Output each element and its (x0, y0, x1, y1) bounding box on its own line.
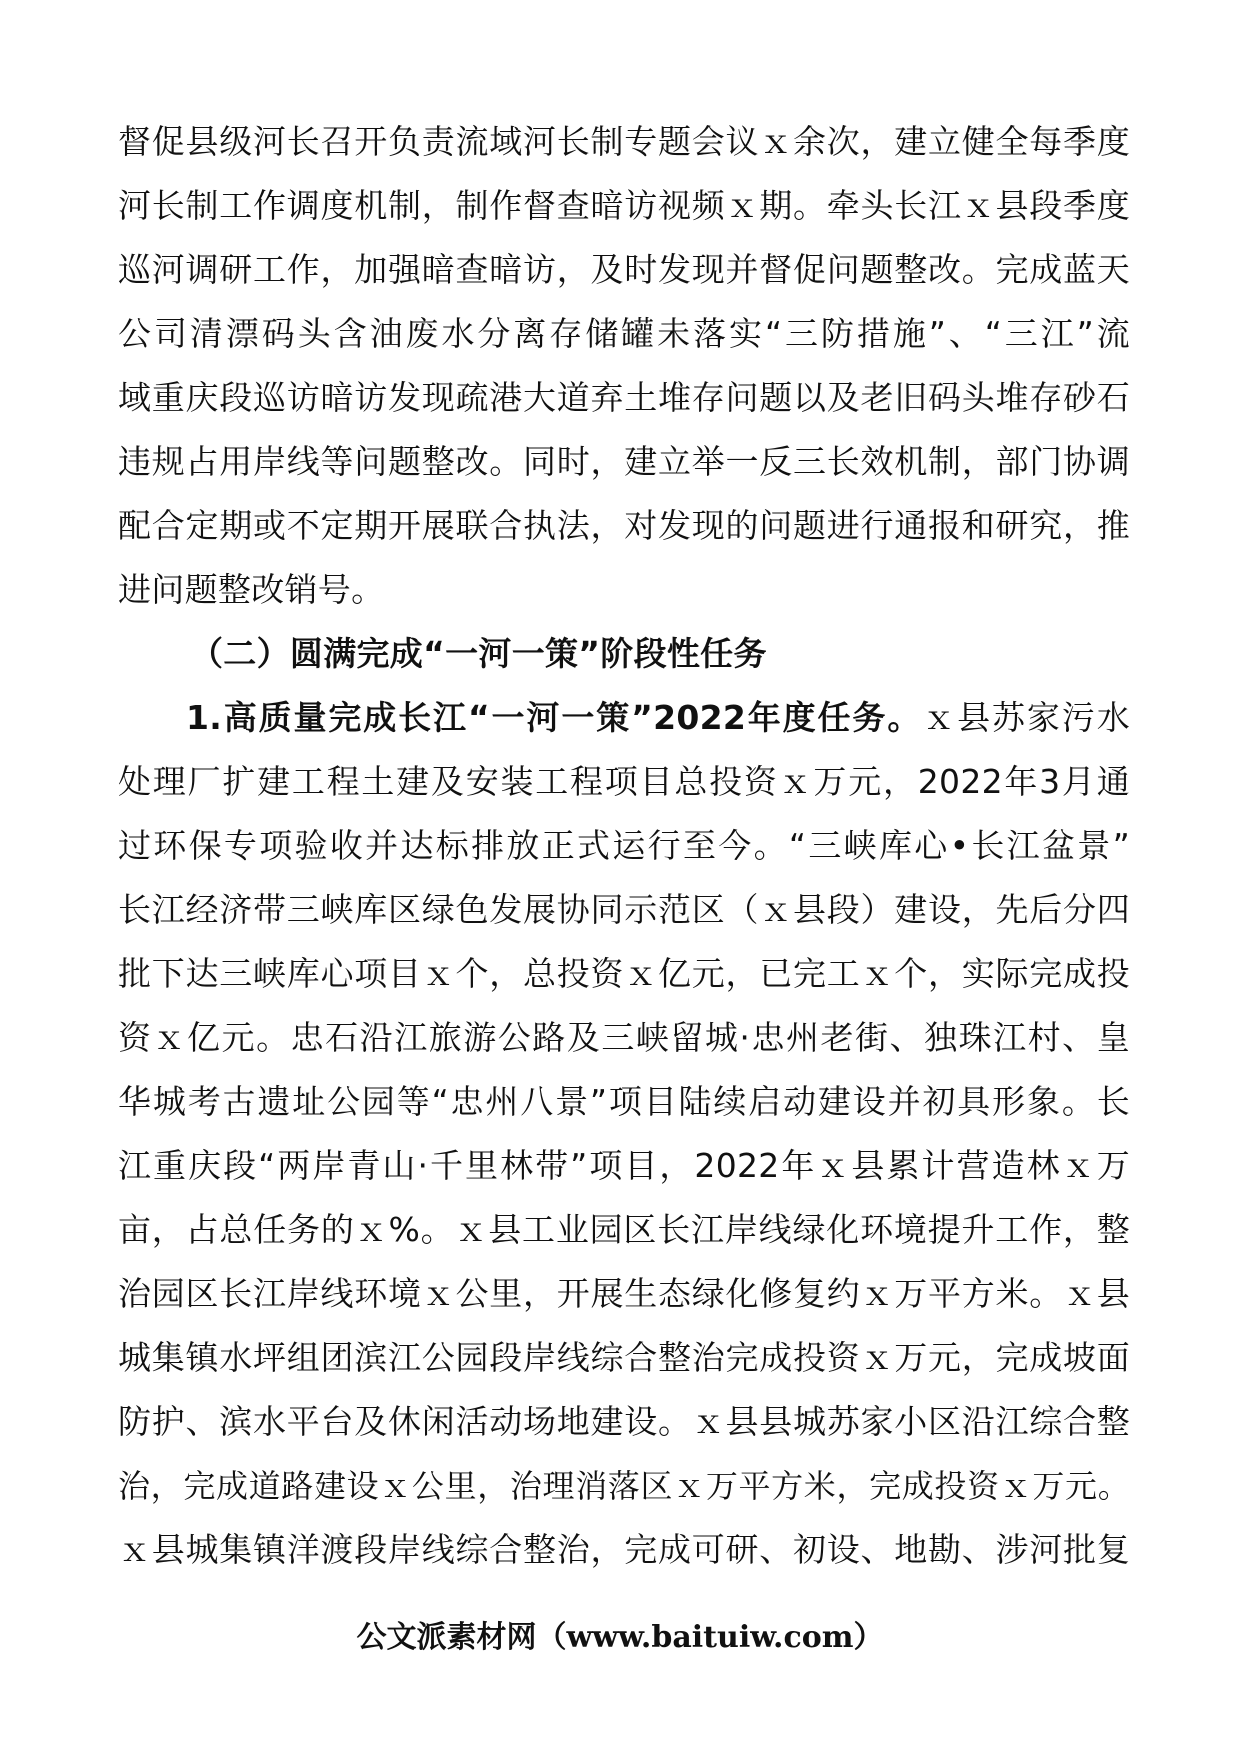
paragraph-line: 治园区长江岸线环境ｘ公里，开展生态绿化修复约ｘ万平方米。ｘ县 (118, 1274, 1130, 1313)
paragraph-line: 华城考古遗址公园等“忠州八景”项目陆续启动建设并初具形象。长 (118, 1082, 1130, 1121)
paragraph-line: 资ｘ亿元。忠石沿江旅游公路及三峡留城·忠州老街、独珠江村、皇 (118, 1018, 1130, 1057)
footer-source: 公文派素材网（www.baituiw.com） (356, 1620, 884, 1655)
paragraph-line: 督促县级河长召开负责流域河长制专题会议ｘ余次，建立健全每季度 (118, 122, 1130, 161)
item-title: 1.高质量完成长江“一河一策”2022年度任务。 (186, 698, 923, 737)
paragraph-line: 域重庆段巡访暗访发现疏港大道弃土堆存问题以及老旧码头堆存砂石 (118, 378, 1130, 417)
paragraph-line: ｘ县城集镇洋渡段岸线综合整治，完成可研、初设、地勘、涉河批复 (118, 1530, 1130, 1569)
paragraph-line: 河长制工作调度机制，制作督查暗访视频ｘ期。牵头长江ｘ县段季度 (118, 186, 1130, 225)
paragraph-line: 江重庆段“两岸青山·千里林带”项目，2022年ｘ县累计营造林ｘ万 (118, 1146, 1130, 1185)
paragraph-line: 治，完成道路建设ｘ公里，治理消落区ｘ万平方米，完成投资ｘ万元。 (118, 1467, 1130, 1505)
paragraph-line: 配合定期或不定期开展联合执法，对发现的问题进行通报和研究，推 (118, 506, 1130, 545)
paragraph-line: 违规占用岸线等问题整改。同时，建立举一反三长效机制，部门协调 (118, 442, 1130, 481)
paragraph-line: 公司清漂码头含油废水分离存储罐未落实“三防措施”、“三江”流 (118, 314, 1130, 353)
paragraph-line: 城集镇水坪组团滨江公园段岸线综合整治完成投资ｘ万元，完成坡面 (118, 1338, 1130, 1377)
paragraph-line: 防护、滨水平台及休闲活动场地建设。ｘ县县城苏家小区沿江综合整 (118, 1402, 1130, 1441)
paragraph-line: 批下达三峡库心项目ｘ个，总投资ｘ亿元，已完工ｘ个，实际完成投 (118, 954, 1130, 993)
item-first-line (186, 698, 1130, 738)
paragraph-line: 长江经济带三峡库区绿色发展协同示范区（ｘ县段）建设，先后分四 (118, 890, 1130, 929)
paragraph-line: 亩，占总任务的ｘ%。ｘ县工业园区长江岸线绿化环境提升工作，整 (118, 1210, 1130, 1249)
paragraph-line: 巡河调研工作，加强暗查暗访，及时发现并督促问题整改。完成蓝天 (118, 250, 1130, 289)
paragraph-line: 过环保专项验收并达标排放正式运行至今。“三峡库心•长江盆景” (118, 826, 1130, 865)
item-text: ｘ县苏家污水 (922, 698, 1130, 737)
paragraph-line: 处理厂扩建工程土建及安装工程项目总投资ｘ万元，2022年3月通 (118, 762, 1130, 801)
section-heading: （二）圆满完成“一河一策”阶段性任务 (190, 634, 767, 673)
paragraph-line: 进问题整改销号。 (118, 570, 385, 609)
